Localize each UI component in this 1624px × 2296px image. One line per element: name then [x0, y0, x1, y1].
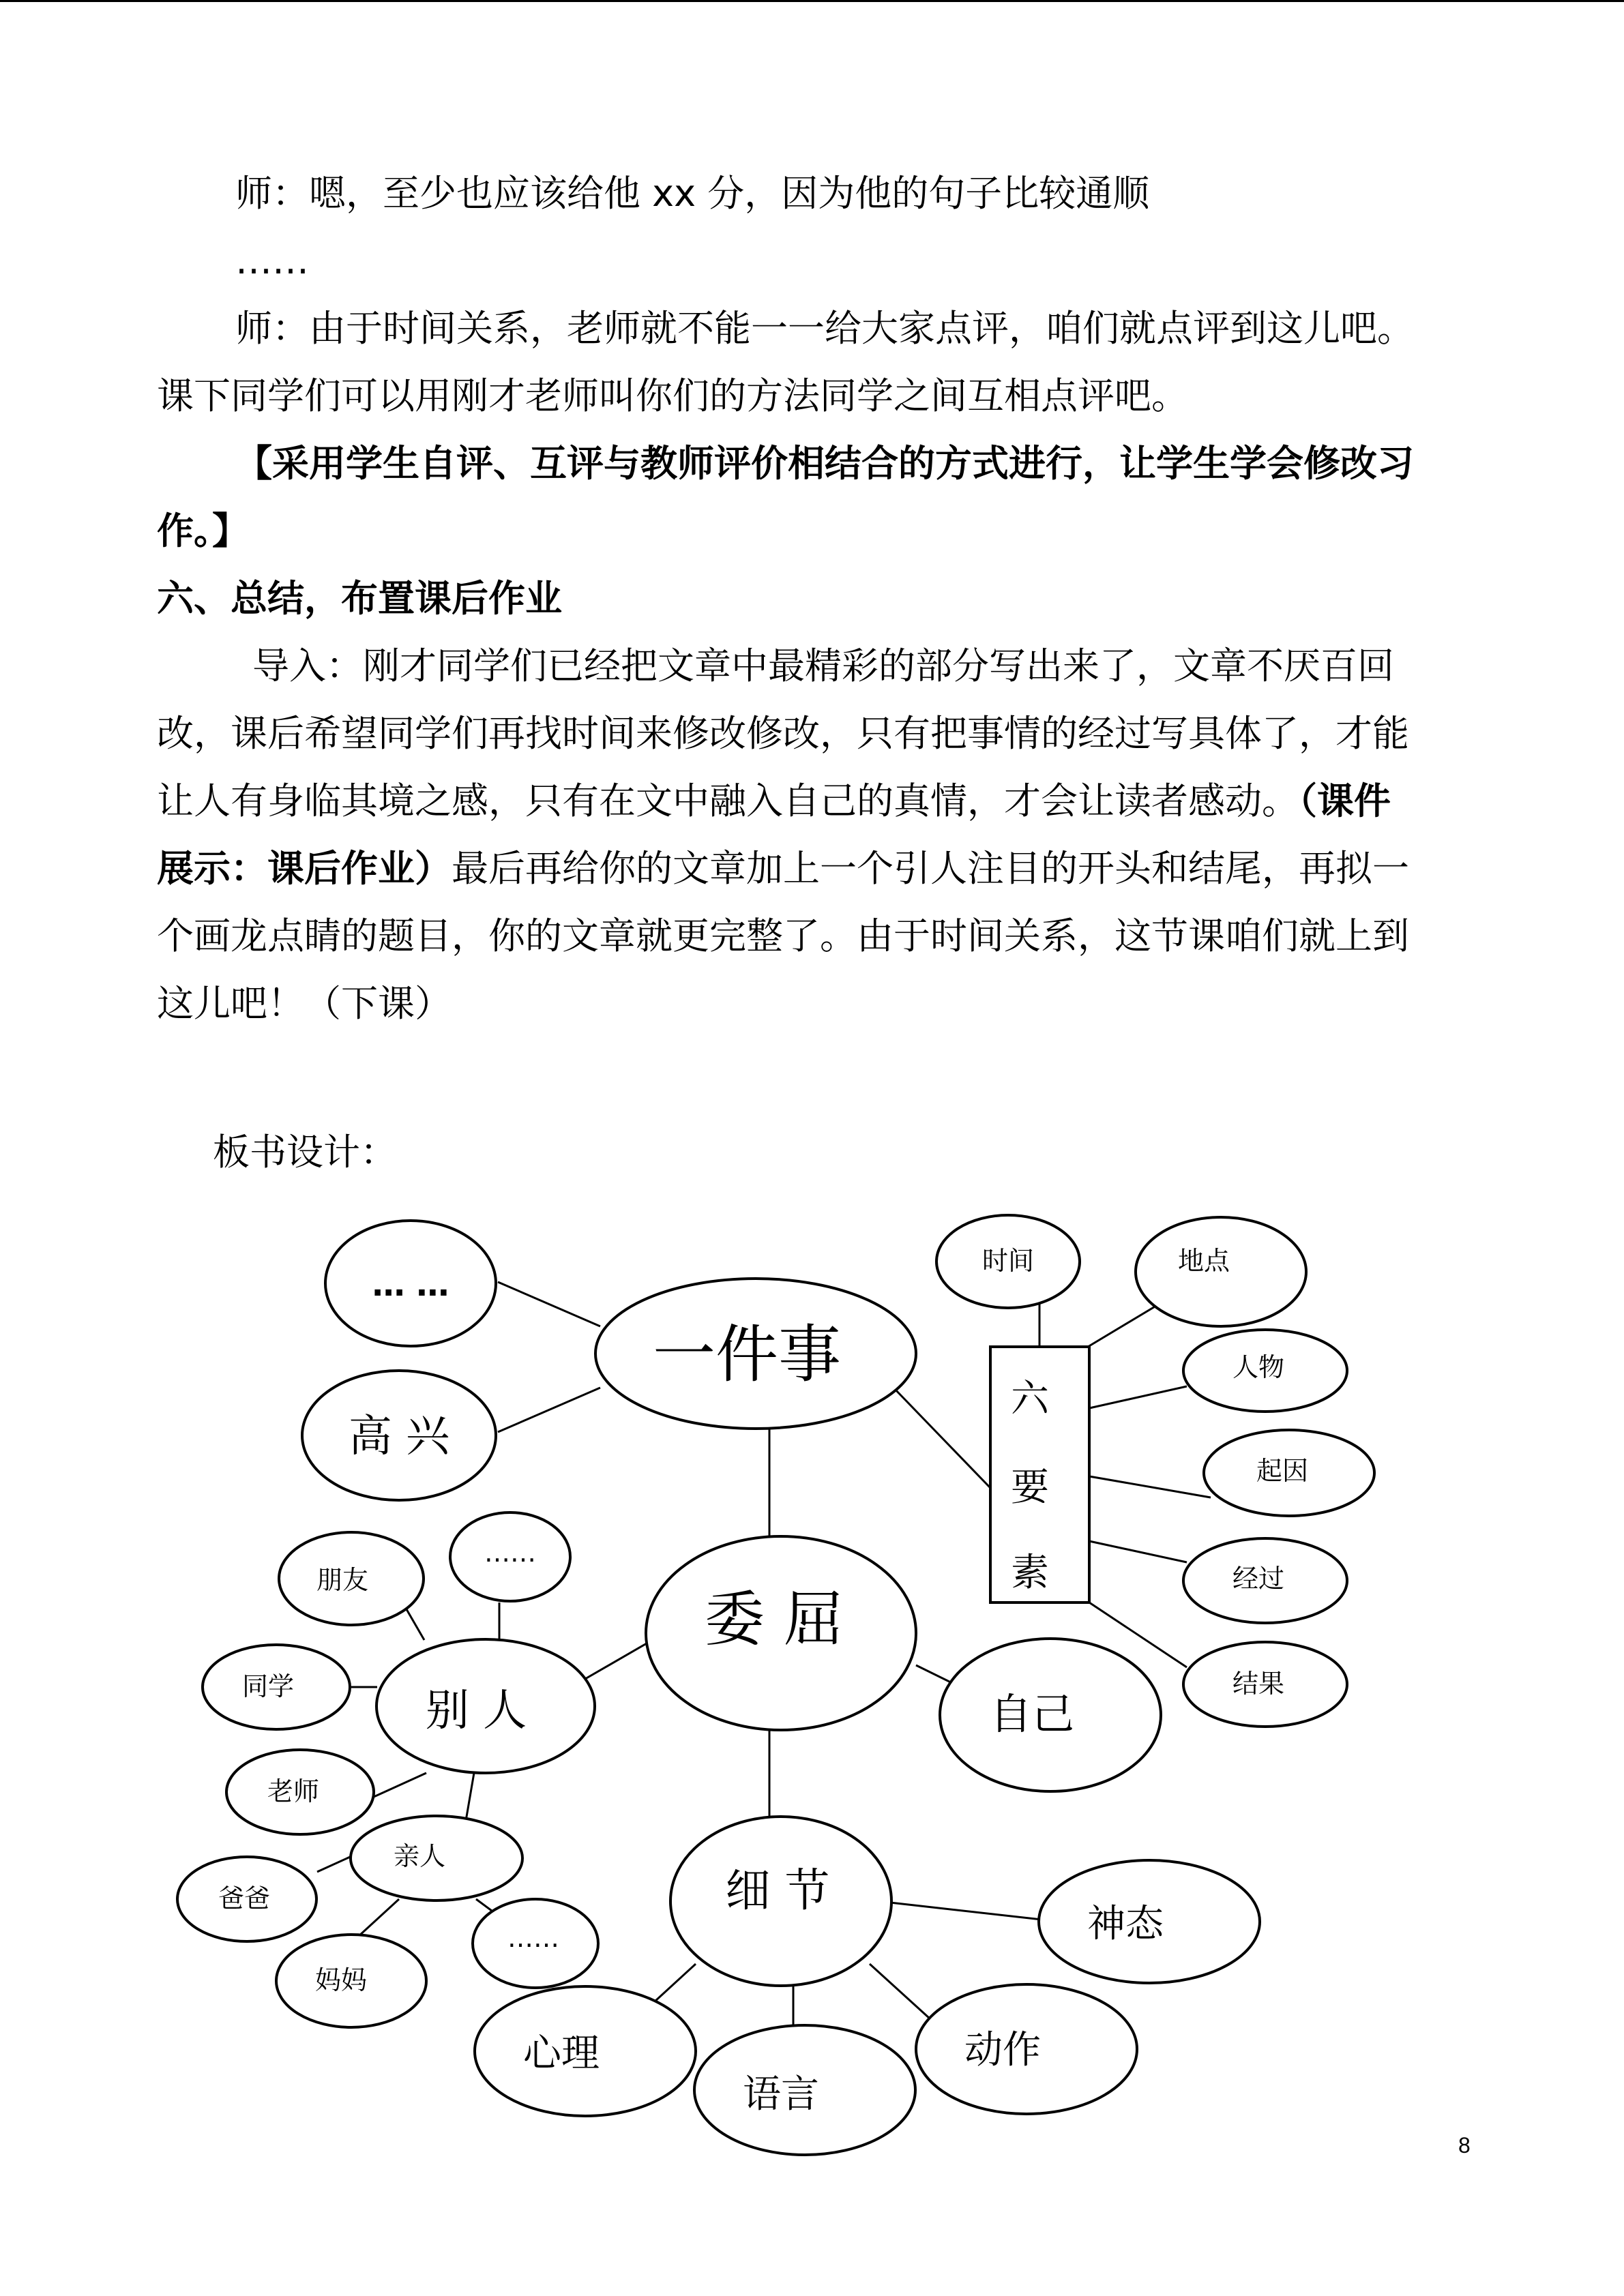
node-details-label: 细 节 — [725, 1864, 830, 1917]
courseware-label: （课件 — [1299, 779, 1391, 822]
node-expression-label: 神态 — [1087, 1902, 1164, 1946]
six-char-3: 素 — [1011, 1551, 1049, 1595]
line-teacher-time: 师：由于时间关系，老师就不能一一给大家点评，咱们就点评到这儿吧。 — [235, 307, 1414, 350]
node-relatives-etc-label: …… — [507, 1923, 559, 1953]
node-relative-label: 亲人 — [393, 1841, 446, 1871]
link-details-expression — [890, 1903, 1042, 1920]
line-intro-1: 导入：刚才同学们已经把文章中最精彩的部分写出来了，文章不厌百回 — [252, 644, 1394, 687]
node-place-label: 地点 — [1177, 1246, 1230, 1276]
section-heading: 六、总结，布置课后作业 — [157, 577, 562, 620]
node-mom-label: 妈妈 — [314, 1965, 368, 1995]
line-teacher-score: 师：嗯，至少也应该给他 xx 分，因为他的句子比较通顺 — [235, 172, 1150, 215]
link-center-self — [916, 1665, 955, 1684]
line-intro-4-text: 最后再给你的文章加上一个引人注目的开头和结尾，再拟一 — [452, 847, 1409, 890]
node-psychology-label: 心理 — [523, 2031, 600, 2076]
link-six-process — [1089, 1541, 1187, 1562]
node-self-label: 自己 — [989, 1689, 1075, 1739]
link-details-psychology — [655, 1964, 696, 2001]
link-event-six — [894, 1388, 990, 1488]
node-dad-label: 爸爸 — [218, 1883, 271, 1913]
line-method-note-cont: 作。】 — [157, 509, 249, 552]
line-intro-6: 这儿吧！（下课） — [157, 982, 452, 1025]
node-others-etc-label: …… — [484, 1538, 536, 1568]
link-relative-dad — [317, 1855, 355, 1872]
link-relative-mom — [358, 1899, 399, 1937]
node-classmate-label: 同学 — [241, 1671, 295, 1701]
node-friend-label: 朋友 — [316, 1565, 369, 1595]
node-action-label: 动作 — [964, 2028, 1041, 2072]
page-number: 8 — [1458, 2133, 1471, 2158]
line-ellipsis: …… — [235, 239, 309, 282]
courseware-label-cont: 展示：课后作业） — [157, 847, 452, 890]
node-center-label: 委 屈 — [705, 1584, 844, 1654]
six-char-2: 要 — [1011, 1465, 1049, 1510]
six-char-1: 六 — [1011, 1377, 1049, 1421]
link-center-others — [585, 1643, 647, 1679]
link-six-cause — [1089, 1476, 1211, 1497]
node-people-label: 人物 — [1232, 1352, 1285, 1382]
node-event-label: 一件事 — [652, 1318, 842, 1391]
node-teacher-label: 老师 — [267, 1776, 320, 1806]
link-others-teacher — [374, 1773, 426, 1797]
link-event-happy — [498, 1388, 600, 1432]
node-etc-top-label: … … — [372, 1266, 449, 1304]
line-intro-3-text: 让人有身临其境之感，只有在文中融入自己的真情，才会让读者感动。 — [157, 779, 1299, 822]
link-details-action — [870, 1964, 930, 2018]
node-happy-label: 高 兴 — [348, 1412, 450, 1462]
link-six-place — [1088, 1306, 1156, 1347]
link-event-etc — [498, 1282, 600, 1326]
line-method-note: 【采用学生自评、互评与教师评价相结合的方式进行，让学生学会修改习 — [235, 442, 1414, 485]
link-six-people — [1089, 1386, 1187, 1408]
node-language-label: 语言 — [743, 2072, 819, 2117]
node-process-label: 经过 — [1232, 1564, 1285, 1594]
board-design-label: 板书设计： — [213, 1131, 397, 1174]
node-cause-label: 起因 — [1256, 1456, 1309, 1486]
link-others-friend — [407, 1609, 424, 1640]
node-others-label: 别 人 — [425, 1686, 527, 1736]
line-teacher-time-cont: 课下同学们可以用刚才老师叫你们的方法同学之间互相点评吧。 — [157, 374, 1188, 417]
node-time-label: 时间 — [981, 1246, 1035, 1276]
line-intro-5: 个画龙点睛的题目，你的文章就更完整了。由于时间关系，这节课咱们就上到 — [157, 914, 1409, 957]
line-intro-2: 改，课后希望同学们再找时间来修改修改，只有把事情的经过写具体了，才能 — [157, 712, 1409, 755]
node-result-label: 结果 — [1232, 1669, 1285, 1699]
link-others-relative — [466, 1773, 474, 1821]
